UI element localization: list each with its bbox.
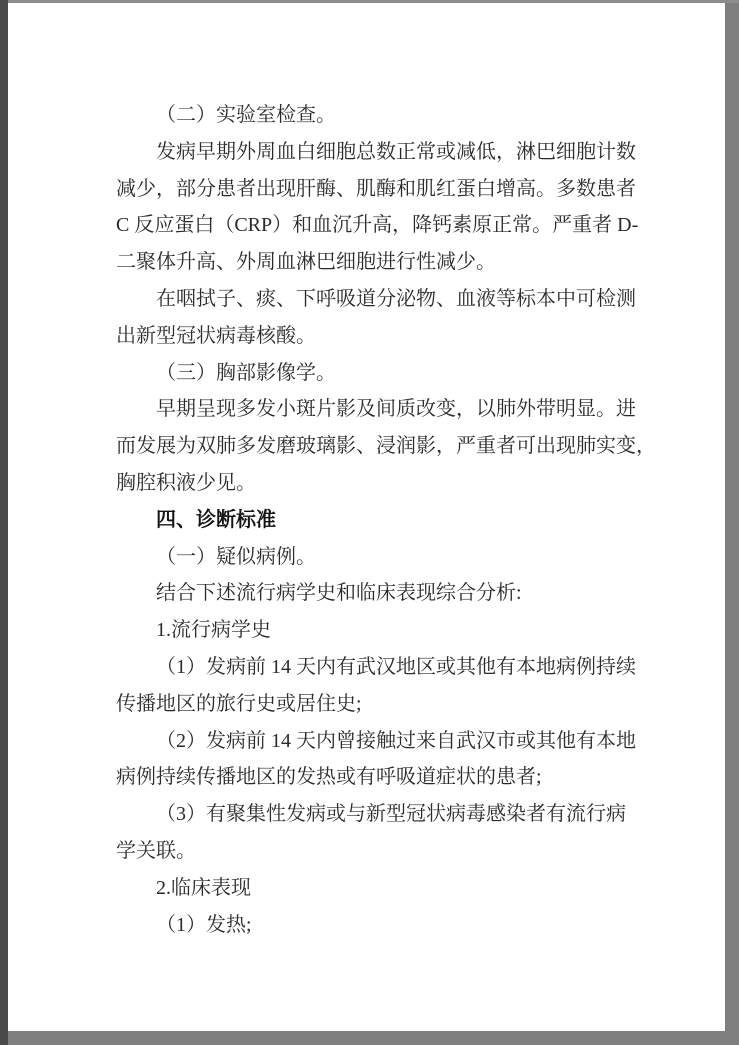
document-line: 而发展为双肺多发磨玻璃影、浸润影，严重者可出现肺实变， (116, 435, 656, 458)
document-line: （2）发病前 14 天内曾接触过来自武汉市或其他有本地 (156, 729, 636, 752)
document-line: （二）实验室检查。 (156, 104, 336, 126)
document-line: 结合下述流行病学史和临床表现综合分析: (156, 582, 522, 605)
document-line: 1.流行病学史 (156, 619, 271, 642)
document-line: （1）发热; (156, 913, 252, 936)
document-line: C 反应蛋白（CRP）和血沉升高，降钙素原正常。严重者 D- (116, 214, 639, 237)
document-line: 出新型冠状病毒核酸。 (116, 324, 316, 347)
section-heading: 四、诊断标准 (156, 508, 276, 531)
document-line: （三）胸部影像学。 (156, 361, 336, 384)
document-text-block (116, 97, 676, 943)
page-left-shadow-band (0, 0, 8, 1045)
document-line: 二聚体升高、外周血淋巴细胞进行性减少。 (116, 251, 496, 274)
document-line: 发病早期外周血白细胞总数正常或减低，淋巴细胞计数 (156, 140, 636, 163)
document-line: 2.临床表现 (156, 876, 251, 899)
document-line: （一）疑似病例。 (156, 545, 316, 568)
document-line: （3）有聚集性发病或与新型冠状病毒感染者有流行病 (156, 803, 626, 826)
document-line: 减少，部分患者出现肝酶、肌酶和肌红蛋白增高。多数患者 (116, 177, 636, 200)
document-line: 早期呈现多发小斑片影及间质改变，以肺外带明显。进 (156, 398, 636, 421)
document-line: 胸腔积液少见。 (116, 471, 256, 494)
document-line: 传播地区的旅行史或居住史; (116, 692, 362, 715)
document-line: 病例持续传播地区的发热或有呼吸道症状的患者; (116, 766, 542, 789)
document-line: 学关联。 (116, 839, 196, 862)
document-line: 在咽拭子、痰、下呼吸道分泌物、血液等标本中可检测 (156, 287, 636, 310)
document-page (8, 3, 725, 1031)
document-line: （1）发病前 14 天内有武汉地区或其他有本地病例持续 (156, 655, 636, 678)
